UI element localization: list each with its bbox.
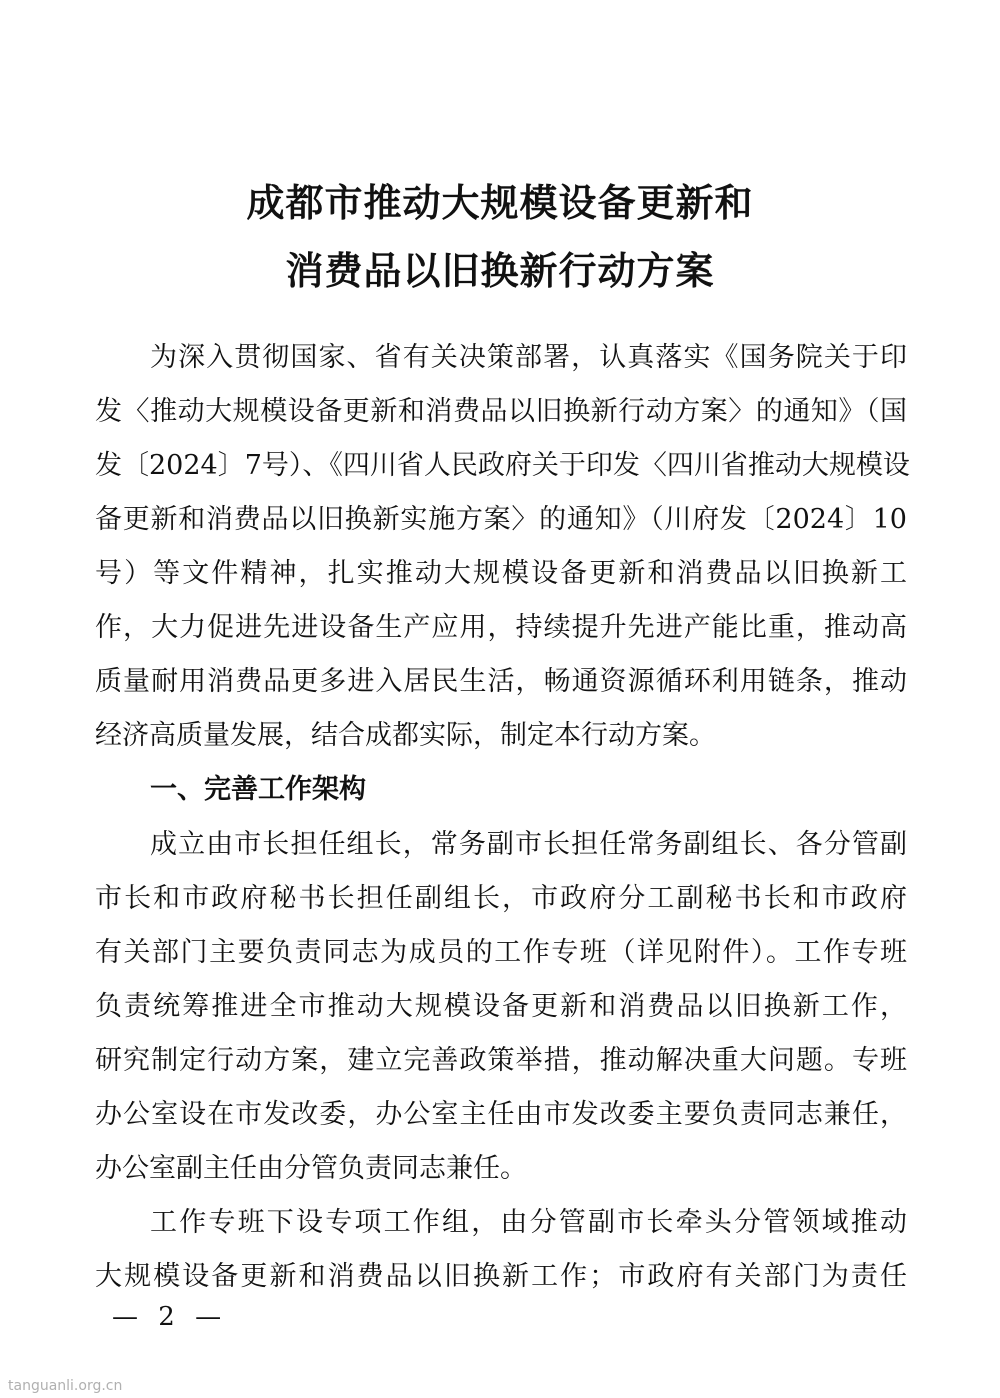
document-title-line-1: 成都市推动大规模设备更新和 (246, 181, 754, 225)
paragraph-2-line: 办公室设在市发改委，办公室主任由市发改委主要负责同志兼任， (95, 1099, 907, 1130)
paragraph-1-line: 号）等文件精神，扎实推动大规模设备更新和消费品以旧换新工 (95, 558, 907, 589)
paragraph-2-line: 有关部门主要负责同志为成员的工作专班（详见附件）。工作专班 (95, 937, 907, 968)
paragraph-1-line: 备更新和消费品以旧换新实施方案〉的通知》（川府发〔2024〕10 (95, 504, 907, 535)
watermark: tanguanli.org.cn (8, 1378, 123, 1394)
paragraph-2-line: 办公室副主任由分管负责同志兼任。 (95, 1153, 527, 1184)
paragraph-2-line: 市长和市政府秘书长担任副组长，市政府分工副秘书长和市政府 (95, 883, 907, 914)
paragraph-3-line: 大规模设备更新和消费品以旧换新工作；市政府有关部门为责任 (95, 1261, 907, 1292)
paragraph-1-line: 质量耐用消费品更多进入居民生活，畅通资源循环利用链条，推动 (95, 666, 907, 697)
paragraph-1-line: 作，大力促进先进设备生产应用，持续提升先进产能比重，推动高 (95, 612, 907, 643)
paragraph-2-line: 负责统筹推进全市推动大规模设备更新和消费品以旧换新工作， (95, 991, 907, 1022)
paragraph-2-line: 研究制定行动方案，建立完善政策举措，推动解决重大问题。专班 (95, 1045, 907, 1076)
paragraph-2-line: 成立由市长担任组长，常务副市长担任常务副组长、各分管副 (150, 829, 907, 860)
section-heading: 一、完善工作架构 (150, 774, 366, 805)
paragraph-1-line: 经济高质量发展，结合成都实际，制定本行动方案。 (95, 720, 716, 751)
paragraph-1-line: 为深入贯彻国家、省有关决策部署，认真落实《国务院关于印 (150, 342, 907, 373)
paragraph-1-line: 发〔2024〕7号）、《四川省人民政府关于印发〈四川省推动大规模设 (95, 450, 910, 481)
paragraph-3-line: 工作专班下设专项工作组，由分管副市长牵头分管领域推动 (150, 1207, 907, 1238)
document-title-line-2: 消费品以旧换新行动方案 (285, 249, 715, 293)
page-number: — 2 — (112, 1302, 228, 1332)
paragraph-1-line: 发〈推动大规模设备更新和消费品以旧换新行动方案〉的通知》（国 (95, 396, 907, 427)
